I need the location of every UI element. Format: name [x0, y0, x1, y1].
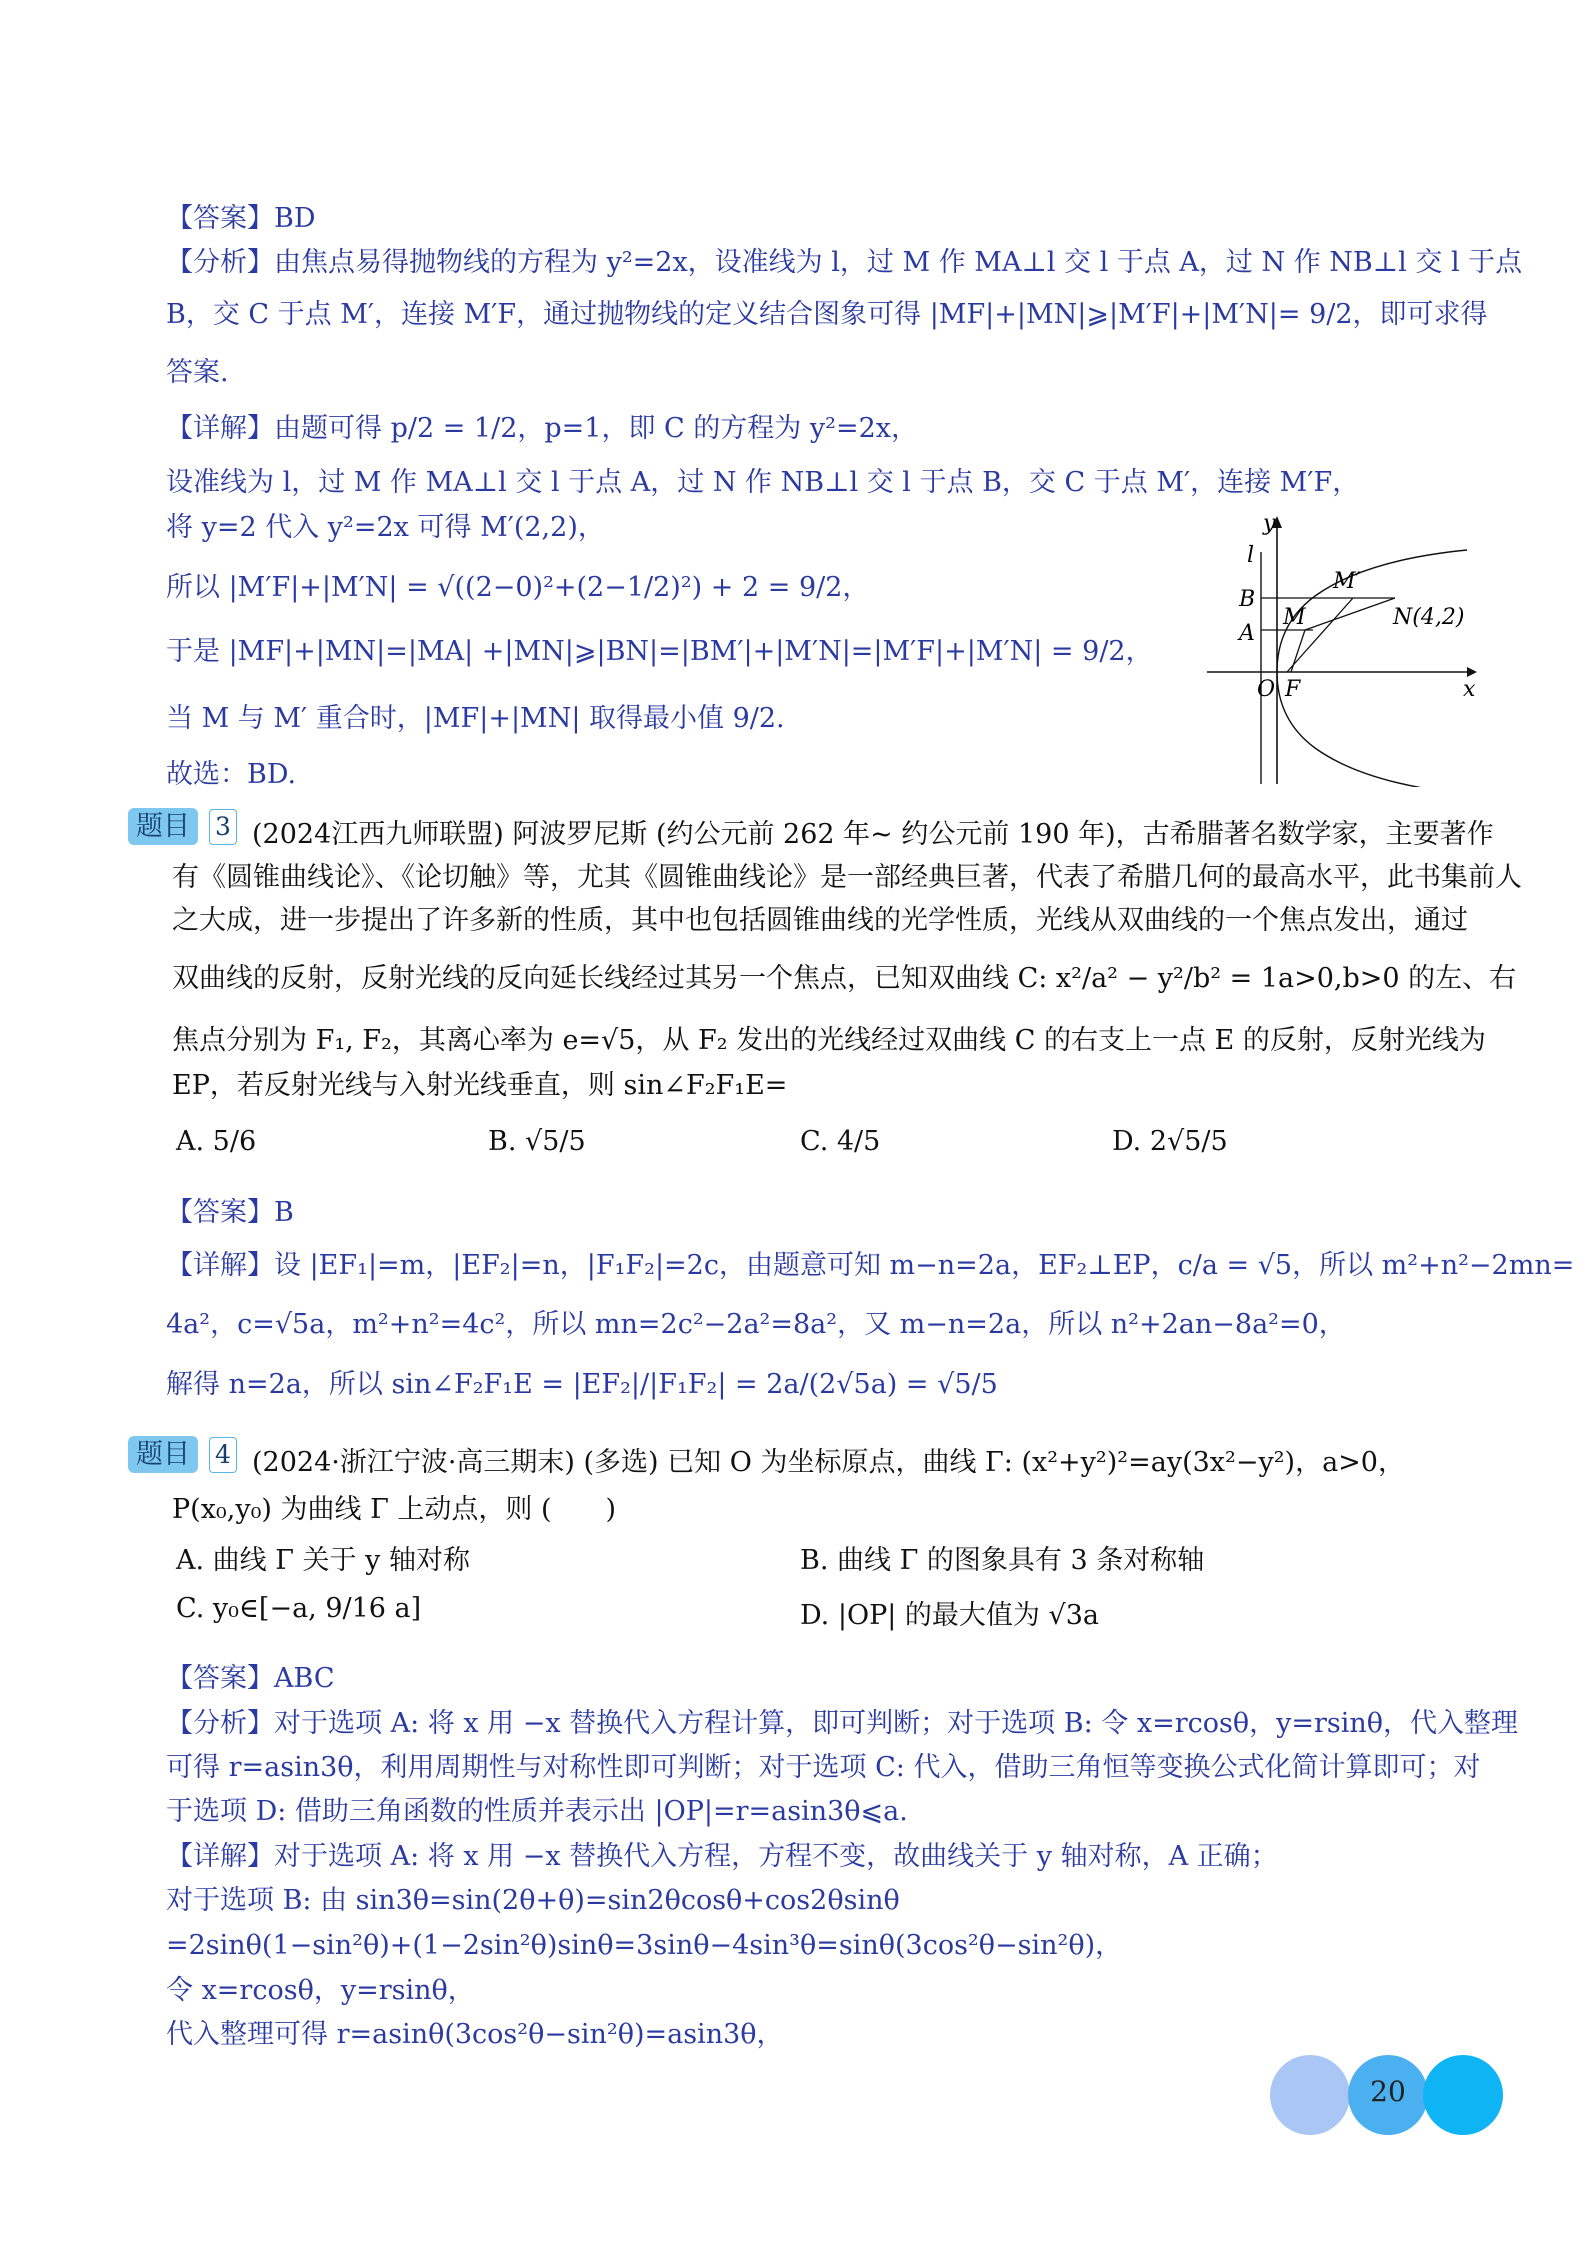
answer-line: 【答案】BD: [166, 203, 316, 234]
question-text: (2024·浙江宁波·高三期末) (多选) 已知 O 为坐标原点，曲线 Γ: (x²+y²)²=ay(3x²−y²)，a>0，: [252, 1447, 1405, 1478]
question-text: 有《圆锥曲线论》、《论切触》等，尤其《圆锥曲线论》是一部经典巨著，代表了希腊几何的最高水平，此书集前人: [172, 862, 1522, 893]
page-dot-1: [1270, 2055, 1350, 2135]
question-text: P(x₀,y₀) 为曲线 Γ 上动点，则 ( ): [172, 1494, 617, 1525]
question-number: 3: [209, 809, 237, 845]
detail-line: 【详解】设 |EF₁|=m，|EF₂|=n，|F₁F₂|=2c，由题意可知 m−n=2a，EF₂⊥EP，c/a = √5，所以 m²+n²−2mn=: [166, 1250, 1575, 1281]
question-number: 4: [209, 1437, 237, 1473]
fig-label-A: A: [1239, 621, 1255, 646]
option-d: D. 2√5/5: [1112, 1126, 1228, 1157]
answer-line: 【答案】B: [166, 1197, 294, 1228]
question-tag: 题目: [128, 1436, 198, 1473]
answer-line: 【答案】ABC: [166, 1663, 335, 1694]
fig-label-Mprime: M′: [1333, 569, 1361, 594]
detail-line: 设准线为 l，过 M 作 MA⊥l 交 l 于点 A，过 N 作 NB⊥l 交 l 于点 B，交 C 于点 M′，连接 M′F，: [166, 467, 1360, 498]
question-text: 双曲线的反射，反射光线的反向延长线经过其另一个焦点，已知双曲线 C: x²/a² − y²/b² = 1a>0,b>0 的左、右: [172, 963, 1517, 994]
fig-label-B: B: [1239, 587, 1256, 612]
analysis-line: 【分析】由焦点易得抛物线的方程为 y²=2x，设准线为 l，过 M 作 MA⊥l 交 l 于点 A，过 N 作 NB⊥l 交 l 于点: [166, 247, 1523, 278]
detail-line: 对于选项 B: 由 sin3θ=sin(2θ+θ)=sin2θcosθ+cos2θsinθ: [166, 1885, 900, 1916]
analysis-line: 答案.: [166, 357, 229, 388]
detail-line: 4a²，c=√5a，m²+n²=4c²，所以 mn=2c²−2a²=8a²，又 m−n=2a，所以 n²+2an−8a²=0，: [166, 1309, 1346, 1340]
question-text: 焦点分别为 F₁, F₂，其离心率为 e=√5，从 F₂ 发出的光线经过双曲线 C 的右支上一点 E 的反射，反射光线为: [172, 1025, 1486, 1056]
page-number: 20: [1370, 2075, 1406, 2108]
analysis-line: 于选项 D: 借助三角函数的性质并表示出 |OP|=r=asin3θ⩽a.: [166, 1796, 908, 1827]
detail-line: 解得 n=2a，所以 sin∠F₂F₁E = |EF₂|/|F₁F₂| = 2a/(2√5a) = √5/5: [166, 1369, 998, 1400]
detail-line: 所以 |M′F|+|M′N| = √((2−0)²+(2−1/2)²) + 2 = 9/2，: [166, 572, 870, 603]
question-text: 之大成，进一步提出了许多新的性质，其中也包括圆锥曲线的光学性质，光线从双曲线的一个焦点发出，通过: [172, 905, 1468, 936]
analysis-line: B，交 C 于点 M′，连接 M′F，通过抛物线的定义结合图象可得 |MF|+|MN|⩾|M′F|+|M′N|= 9/2，即可求得: [166, 299, 1488, 330]
question-text: EP，若反射光线与入射光线垂直，则 sin∠F₂F₁E=: [172, 1070, 788, 1101]
detail-line: 故选：BD.: [166, 759, 297, 790]
option-b: B. 曲线 Γ 的图象具有 3 条对称轴: [800, 1545, 1205, 1576]
detail-line: 【详解】由题可得 p/2 = 1/2，p=1，即 C 的方程为 y²=2x，: [166, 413, 918, 444]
fig-label-O: O: [1257, 677, 1276, 702]
option-c: C. y₀∈[−a, 9/16 a]: [176, 1593, 422, 1624]
detail-line: 当 M 与 M′ 重合时，|MF|+|MN| 取得最小值 9/2.: [166, 703, 785, 734]
option-a: A. 曲线 Γ 关于 y 轴对称: [176, 1545, 470, 1576]
fig-label-y: y: [1263, 512, 1276, 536]
detail-line: 【详解】对于选项 A: 将 x 用 −x 替换代入方程，方程不变，故曲线关于 y 轴对称，A 正确；: [166, 1841, 1278, 1872]
analysis-line: 可得 r=asin3θ，利用周期性与对称性即可判断；对于选项 C: 代入，借助三角恒等变换公式化简计算即可；对: [166, 1752, 1481, 1783]
fig-label-N: N(4,2): [1393, 605, 1465, 630]
question-tag: 题目: [128, 808, 198, 845]
analysis-line: 【分析】对于选项 A: 将 x 用 −x 替换代入方程计算，即可判断；对于选项 B: 令 x=rcosθ，y=rsinθ，代入整理: [166, 1708, 1519, 1739]
fig-label-F: F: [1285, 677, 1301, 702]
detail-line: =2sinθ(1−sin²θ)+(1−2sin²θ)sinθ=3sinθ−4sin³θ=sinθ(3cos²θ−sin²θ)，: [166, 1930, 1123, 1961]
detail-line: 将 y=2 代入 y²=2x 可得 M′(2,2)，: [166, 512, 605, 543]
fig-label-l: l: [1247, 543, 1255, 568]
parabola-figure: [1205, 512, 1485, 787]
detail-line: 令 x=rcosθ，y=rsinθ，: [166, 1975, 475, 2006]
option-a: A. 5/6: [176, 1126, 257, 1157]
fig-label-M: M: [1283, 605, 1306, 630]
option-d: D. |OP| 的最大值为 √3a: [800, 1600, 1099, 1631]
question-text: (2024江西九师联盟) 阿波罗尼斯 (约公元前 262 年~ 约公元前 190 年)，古希腊著名数学家，主要著作: [252, 819, 1494, 850]
detail-line: 于是 |MF|+|MN|=|MA| +|MN|⩾|BN|=|BM′|+|M′N|=|M′F|+|M′N| = 9/2，: [166, 636, 1153, 667]
fig-label-x: x: [1463, 677, 1476, 702]
option-b: B. √5/5: [488, 1126, 586, 1157]
detail-line: 代入整理可得 r=asinθ(3cos²θ−sin²θ)=asin3θ，: [166, 2019, 784, 2050]
option-c: C. 4/5: [800, 1126, 881, 1157]
page-dot-3: [1423, 2055, 1503, 2135]
